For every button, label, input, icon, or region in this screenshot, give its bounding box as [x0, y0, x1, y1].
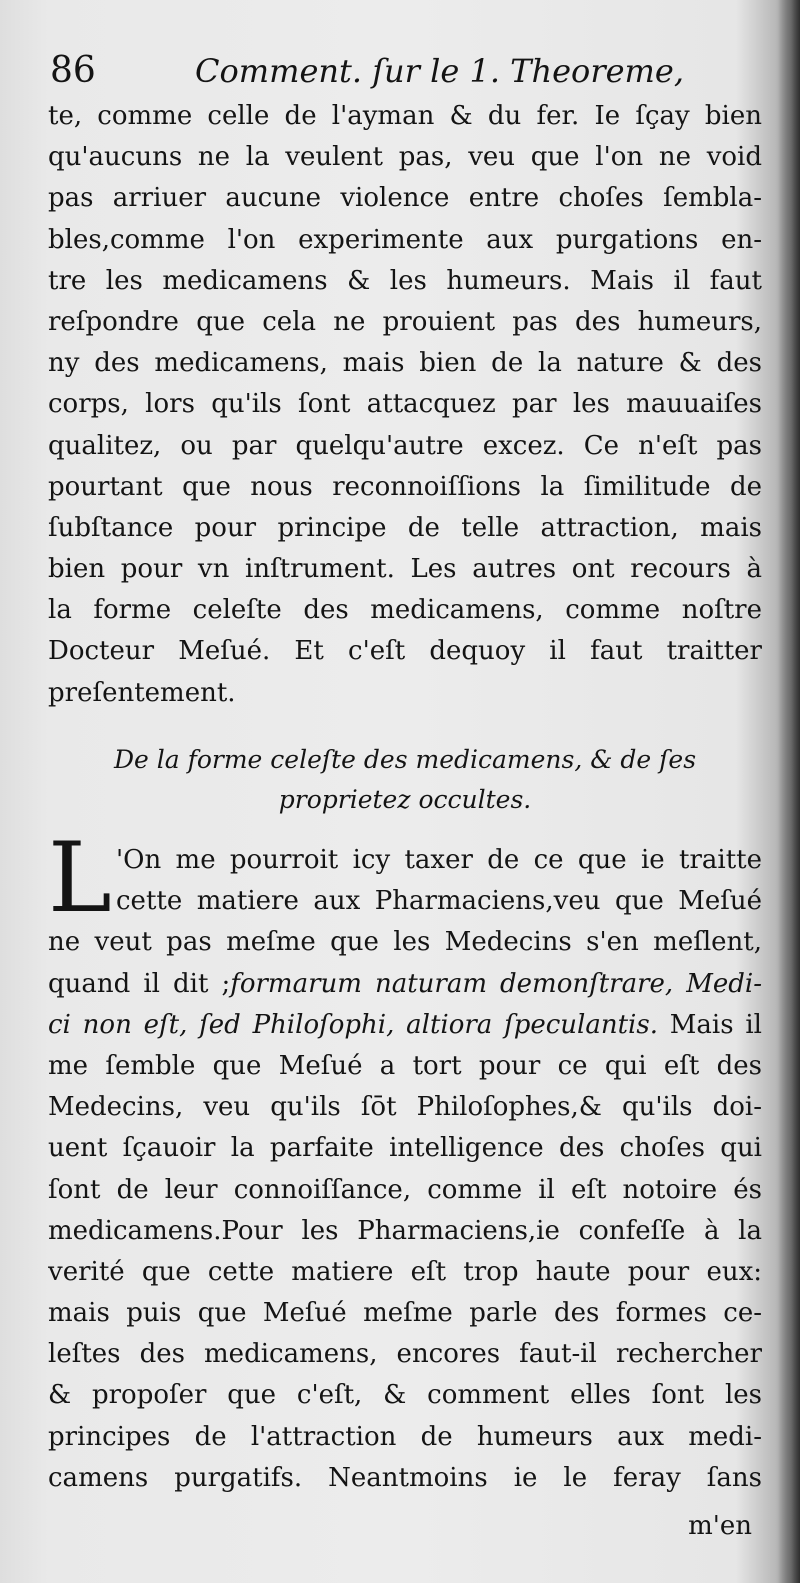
text-line — [48, 1005, 762, 1046]
text-line: leſtes des medicamens, encores faut-il rechercher — [48, 1339, 762, 1370]
paragraph-2 — [48, 840, 762, 1499]
heading-line-2: proprietez occultes. — [278, 785, 532, 814]
page-header — [50, 48, 760, 94]
text-line: ſont de leur connoiſſance, comme il eſt notoire és — [48, 1174, 762, 1205]
text-line: 'On me pourroit icy taxer de ce que ie traitte — [116, 845, 762, 875]
text-roman: Mais il — [657, 1009, 762, 1040]
latin-quote: formarum naturam demonſtrare, Medi- — [230, 968, 762, 999]
text-line: cette matiere aux Pharmaciens,veu que Meſué — [116, 886, 762, 917]
text-line: bles,comme l'on experimente aux purgations en- — [48, 224, 762, 255]
catchword: m'en — [688, 1511, 752, 1541]
running-title: Comment. ſur le 1. Theoreme, — [195, 52, 684, 90]
text-line: medicamens.Pour les Pharmaciens,ie confeſſe à la — [48, 1215, 762, 1246]
text-line: Docteur Meſué. Et c'eſt dequoy il faut traitter — [48, 636, 762, 667]
text-line: me ſemble que Meſué a tort pour ce qui eſt des — [48, 1050, 762, 1081]
drop-cap: L — [48, 822, 112, 934]
text-line: pourtant que nous reconnoiſſions la ſimilitude de — [48, 471, 762, 502]
text-line: uent ſçauoir la parfaite intelligence des choſes qui — [48, 1133, 762, 1164]
latin-quote: ci non eſt, ſed Philoſophi, altiora ſpeculantis. — [48, 1009, 658, 1040]
text-line: corps, lors qu'ils ſont attacquez par les mauuaiſes — [48, 389, 762, 420]
text-line: tre les medicamens & les humeurs. Mais il faut — [48, 265, 762, 296]
text-line: mais puis que Meſué meſme parle des formes ce- — [48, 1298, 762, 1329]
text-line: ny des medicamens, mais bien de la nature & des — [48, 348, 762, 379]
page-number: 86 — [50, 50, 96, 91]
text-line: reſpondre que cela ne prouient pas des humeurs, — [48, 306, 762, 337]
heading-line-1: De la forme celeſte des medicamens, & de ſes — [113, 745, 697, 774]
text-line: preſentement. — [48, 677, 236, 708]
text-line: Medecins, veu qu'ils ſōt Philoſophes,& qu'ils doi- — [48, 1092, 762, 1123]
text-line: principes de l'attraction de humeurs aux medi- — [48, 1421, 762, 1452]
text-line: ſubſtance pour principe de telle attraction, mais — [48, 512, 762, 543]
text-line: camens purgatifs. Neantmoins ie le feray ſans — [48, 1462, 762, 1493]
text-line: te, comme celle de l'ayman & du fer. Ie ſçay bien — [48, 101, 762, 131]
text-line: ne veut pas meſme que les Medecins s'en meſlent, — [48, 927, 762, 958]
text-line: & propoſer que c'eſt, & comment elles ſont les — [48, 1380, 762, 1411]
paragraph-1 — [48, 96, 762, 714]
text-line: verité que cette matiere eſt trop haute pour eux: — [48, 1256, 762, 1287]
text-line: pas arriuer aucune violence entre choſes ſembla- — [48, 183, 762, 214]
page-gutter-shadow — [778, 0, 800, 1583]
section-heading — [48, 740, 762, 820]
text-line: bien pour vn inſtrument. Les autres ont recours à — [48, 554, 762, 585]
text-line — [48, 964, 762, 1005]
text-line: la forme celeſte des medicamens, comme noſtre — [48, 595, 762, 626]
text-line: qualitez, ou par quelqu'autre excez. Ce n'eſt pas — [48, 430, 762, 461]
text-roman: quand il dit ; — [48, 968, 231, 999]
text-line: qu'aucuns ne la veulent pas, veu que l'on ne void — [48, 142, 762, 173]
